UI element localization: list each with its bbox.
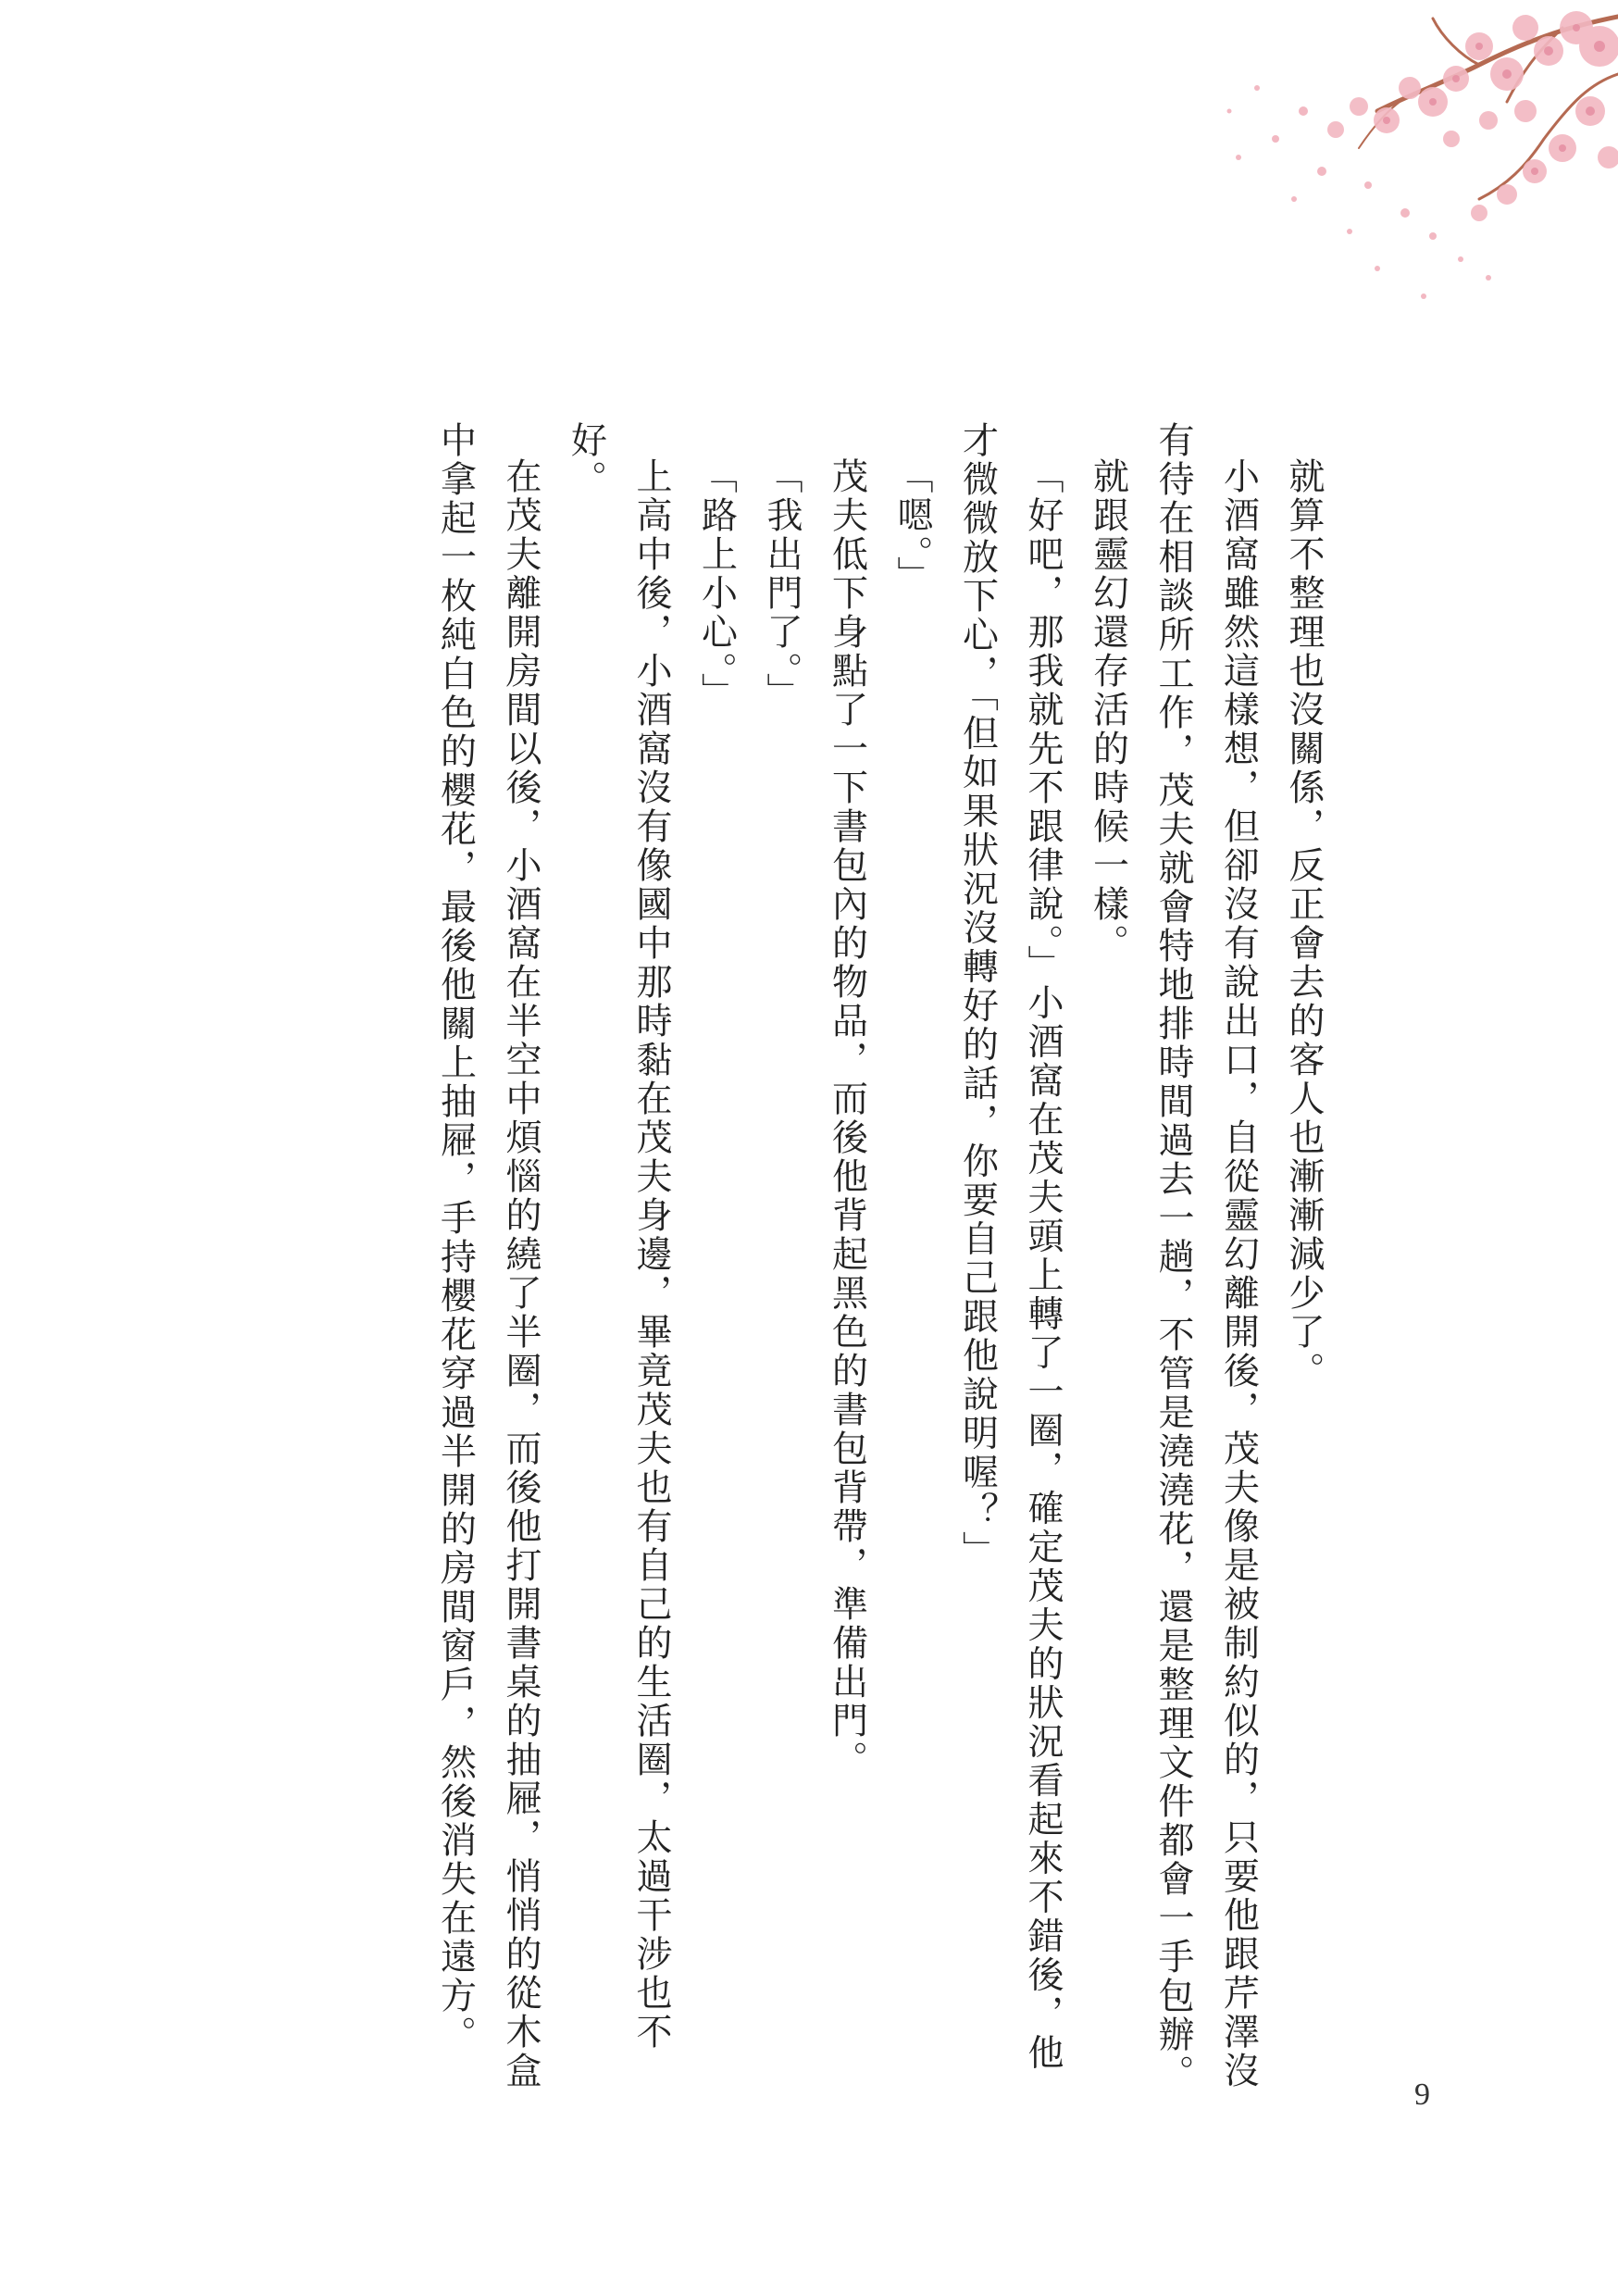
paragraph: 「路上小心。」 (695, 457, 738, 712)
paragraph: 小酒窩雖然這樣想，但卻沒有說出口，自從靈幻離開後，茂夫像是被制約似的，只要他跟芹澤沒有待在相談所工作，茂夫就會特地排時間過去一趟，不管是澆澆花，還是整理文件都會一手包辦。 (1152, 421, 1260, 2093)
paragraph: 「嗯。」 (891, 457, 933, 595)
paragraph: 「好吧，那我就先不跟律說。」小酒窩在茂夫頭上轉了一圈，確定茂夫的狀況看起來不錯後，他才微微放下心，「但如果狀況沒轉好的話，你要自己跟他說明喔？」 (956, 421, 1064, 2073)
paragraph: 就跟靈幻還存活的時候一樣。 (1087, 457, 1129, 963)
paragraph: 茂夫低下身點了一下書包內的物品，而後他背起黑色的書包背帶，準備出門。 (826, 457, 868, 1779)
cherry-blossom-decoration (1044, 0, 1618, 352)
paragraph: 上高中後，小酒窩沒有像國中那時黏在茂夫身邊，畢竟茂夫也有自己的生活圈，太過干涉也不好。 (565, 421, 672, 2052)
paragraph: 就算不整理也沒關係，反正會去的客人也漸漸減少了。 (1283, 457, 1325, 1391)
vertical-body-text (262, 421, 1336, 2106)
paragraph: 「我出門了。」 (761, 457, 803, 712)
paragraph: 在茂夫離開房間以後，小酒窩在半空中煩惱的繞了半圈，而後他打開書桌的抽屜，悄悄的從木盒中拿起一枚純白色的櫻花，最後他關上抽屜，手持櫻花穿過半開的房間窗戶，然後消失在遠方。 (434, 421, 541, 2090)
page-number: 9 (1414, 2078, 1430, 2112)
